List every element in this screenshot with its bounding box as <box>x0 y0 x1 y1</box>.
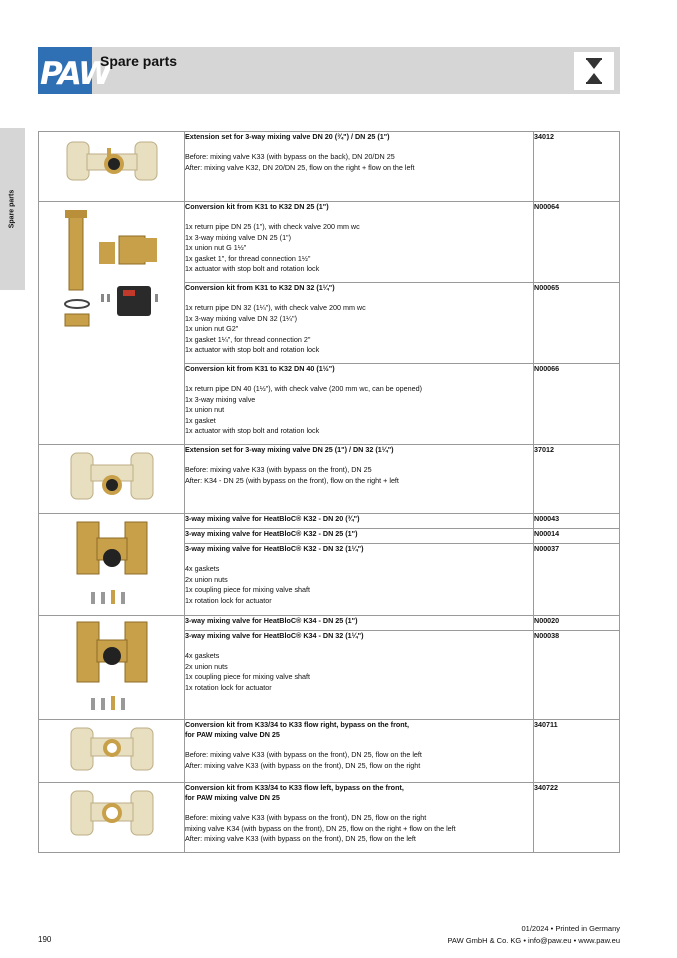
part-number: N00037 <box>534 544 560 553</box>
spare-parts-icon <box>574 52 614 90</box>
table-row <box>39 720 620 783</box>
table-row <box>39 783 620 853</box>
part-title: 3-way mixing valve for HeatBloC® K34 - DN 25 (1") <box>185 616 358 625</box>
part-line: 2x union nuts <box>185 574 228 584</box>
part-line: mixing valve K34 (with bypass on the front), DN 25, flow on the right + flow on the left <box>185 823 456 833</box>
part-line: 4x gaskets <box>185 564 220 573</box>
part-number: N00020 <box>534 616 560 625</box>
part-line: 1x union nut G2" <box>185 324 239 334</box>
table-row <box>39 616 620 631</box>
part-line: 1x actuator with stop bolt and rotation lock <box>185 345 320 355</box>
part-number: N00014 <box>534 529 560 538</box>
footer-printed: 01/2024 • Printed in Germany <box>521 924 620 933</box>
part-line: After: mixing valve K32, DN 20/DN 25, flow on the right + flow on the left <box>185 162 415 172</box>
part-line: 1x 3-way mixing valve DN 32 (1¼") <box>185 313 297 323</box>
part-number: 37012 <box>534 445 554 454</box>
part-number: N00066 <box>534 364 560 373</box>
part-title: 3-way mixing valve for HeatBloC® K32 - DN 25 (1") <box>185 529 358 538</box>
footer-info <box>447 923 620 947</box>
part-number: N00065 <box>534 283 560 292</box>
footer-company: PAW GmbH & Co. KG • info@paw.eu • www.paw.eu <box>447 936 620 945</box>
product-image <box>39 720 185 783</box>
part-line: 1x actuator with stop bolt and rotation lock <box>185 264 320 274</box>
part-number: 340711 <box>534 720 558 729</box>
part-line: Before: mixing valve K33 (with bypass on the front), DN 25 <box>185 465 372 474</box>
part-title: Conversion kit from K31 to K32 DN 25 (1") <box>185 202 329 211</box>
part-title: Extension set for 3-way mixing valve DN 25 (1") / DN 32 (1¼") <box>185 445 394 454</box>
table-row <box>39 445 620 514</box>
part-line: 1x return pipe DN 40 (1½"), with check valve (200 mm wc, can be opened) <box>185 384 423 393</box>
part-line: After: K34 - DN 25 (with bypass on the front), flow on the right + left <box>185 475 399 485</box>
part-line: 1x coupling piece for mixing valve shaft <box>185 672 311 682</box>
table-row <box>39 202 620 283</box>
part-line: 2x union nuts <box>185 661 228 671</box>
product-image <box>39 202 185 445</box>
product-image <box>39 783 185 853</box>
product-image <box>39 132 185 202</box>
part-line: After: mixing valve K33 (with bypass on the front), DN 25, flow on the right <box>185 760 421 770</box>
part-title-line2: for PAW mixing valve DN 25 <box>185 730 280 739</box>
part-number: 34012 <box>534 132 554 141</box>
part-line: 1x return pipe DN 25 (1"), with check valve 200 mm wc <box>185 222 360 231</box>
part-line: 1x gasket <box>185 415 216 425</box>
spare-parts-table <box>38 131 620 853</box>
part-line: 1x union nut <box>185 405 225 415</box>
part-line: 1x union nut G 1½" <box>185 243 247 253</box>
part-line: Before: mixing valve K33 (with bypass on the front), DN 25, flow on the right <box>185 813 427 822</box>
part-line: Before: mixing valve K33 (with bypass on the front), DN 25, flow on the left <box>185 750 422 759</box>
page-title: Spare parts <box>100 53 178 69</box>
part-title: 3-way mixing valve for HeatBloC® K34 - DN 32 (1¼") <box>185 631 364 640</box>
side-tab-label: Spare parts <box>8 189 16 229</box>
part-line: 1x return pipe DN 32 (1¼"), with check valve 200 mm wc <box>185 303 366 312</box>
part-number: N00064 <box>534 202 560 211</box>
part-number: N00038 <box>534 631 560 640</box>
part-title: Conversion kit from K31 to K32 DN 40 (1½") <box>185 364 335 373</box>
part-title: Conversion kit from K31 to K32 DN 32 (1¼") <box>185 283 335 292</box>
part-line: After: mixing valve K33 (with bypass on the front), DN 25, flow on the left <box>185 834 416 844</box>
part-number: N00043 <box>534 514 560 523</box>
part-number: 340722 <box>534 783 558 792</box>
part-title: Conversion kit from K33/34 to K33 flow right, bypass on the front, <box>185 720 410 729</box>
part-title: 3-way mixing valve for HeatBloC® K32 - DN 32 (1¼") <box>185 544 364 553</box>
table-row <box>39 132 620 202</box>
part-line: 1x gasket 1", for thread connection 1½" <box>185 253 311 263</box>
product-image <box>39 445 185 514</box>
part-title: Extension set for 3-way mixing valve DN 20 (¾") / DN 25 (1") <box>185 132 390 141</box>
part-title: Conversion kit from K33/34 to K33 flow left, bypass on the front, <box>185 783 404 792</box>
part-line: 4x gaskets <box>185 651 220 660</box>
part-line: 1x rotation lock for actuator <box>185 595 272 605</box>
part-line: 1x gasket 1¼", for thread connection 2" <box>185 334 311 344</box>
part-line: 1x 3-way mixing valve <box>185 394 256 404</box>
product-image <box>39 514 185 616</box>
part-title: 3-way mixing valve for HeatBloC® K32 - DN 20 (¾") <box>185 514 360 523</box>
part-title-line2: for PAW mixing valve DN 25 <box>185 793 280 802</box>
part-line: 1x rotation lock for actuator <box>185 682 272 692</box>
logo-text: PAW <box>40 56 111 92</box>
part-line: 1x 3-way mixing valve DN 25 (1") <box>185 232 292 242</box>
table-row <box>39 514 620 529</box>
product-image <box>39 616 185 720</box>
part-line: 1x coupling piece for mixing valve shaft <box>185 585 311 595</box>
page-number: 190 <box>38 935 52 944</box>
part-line: 1x actuator with stop bolt and rotation lock <box>185 426 320 436</box>
paw-logo <box>38 47 111 94</box>
part-line: Before: mixing valve K33 (with bypass on the back), DN 20/DN 25 <box>185 152 395 161</box>
